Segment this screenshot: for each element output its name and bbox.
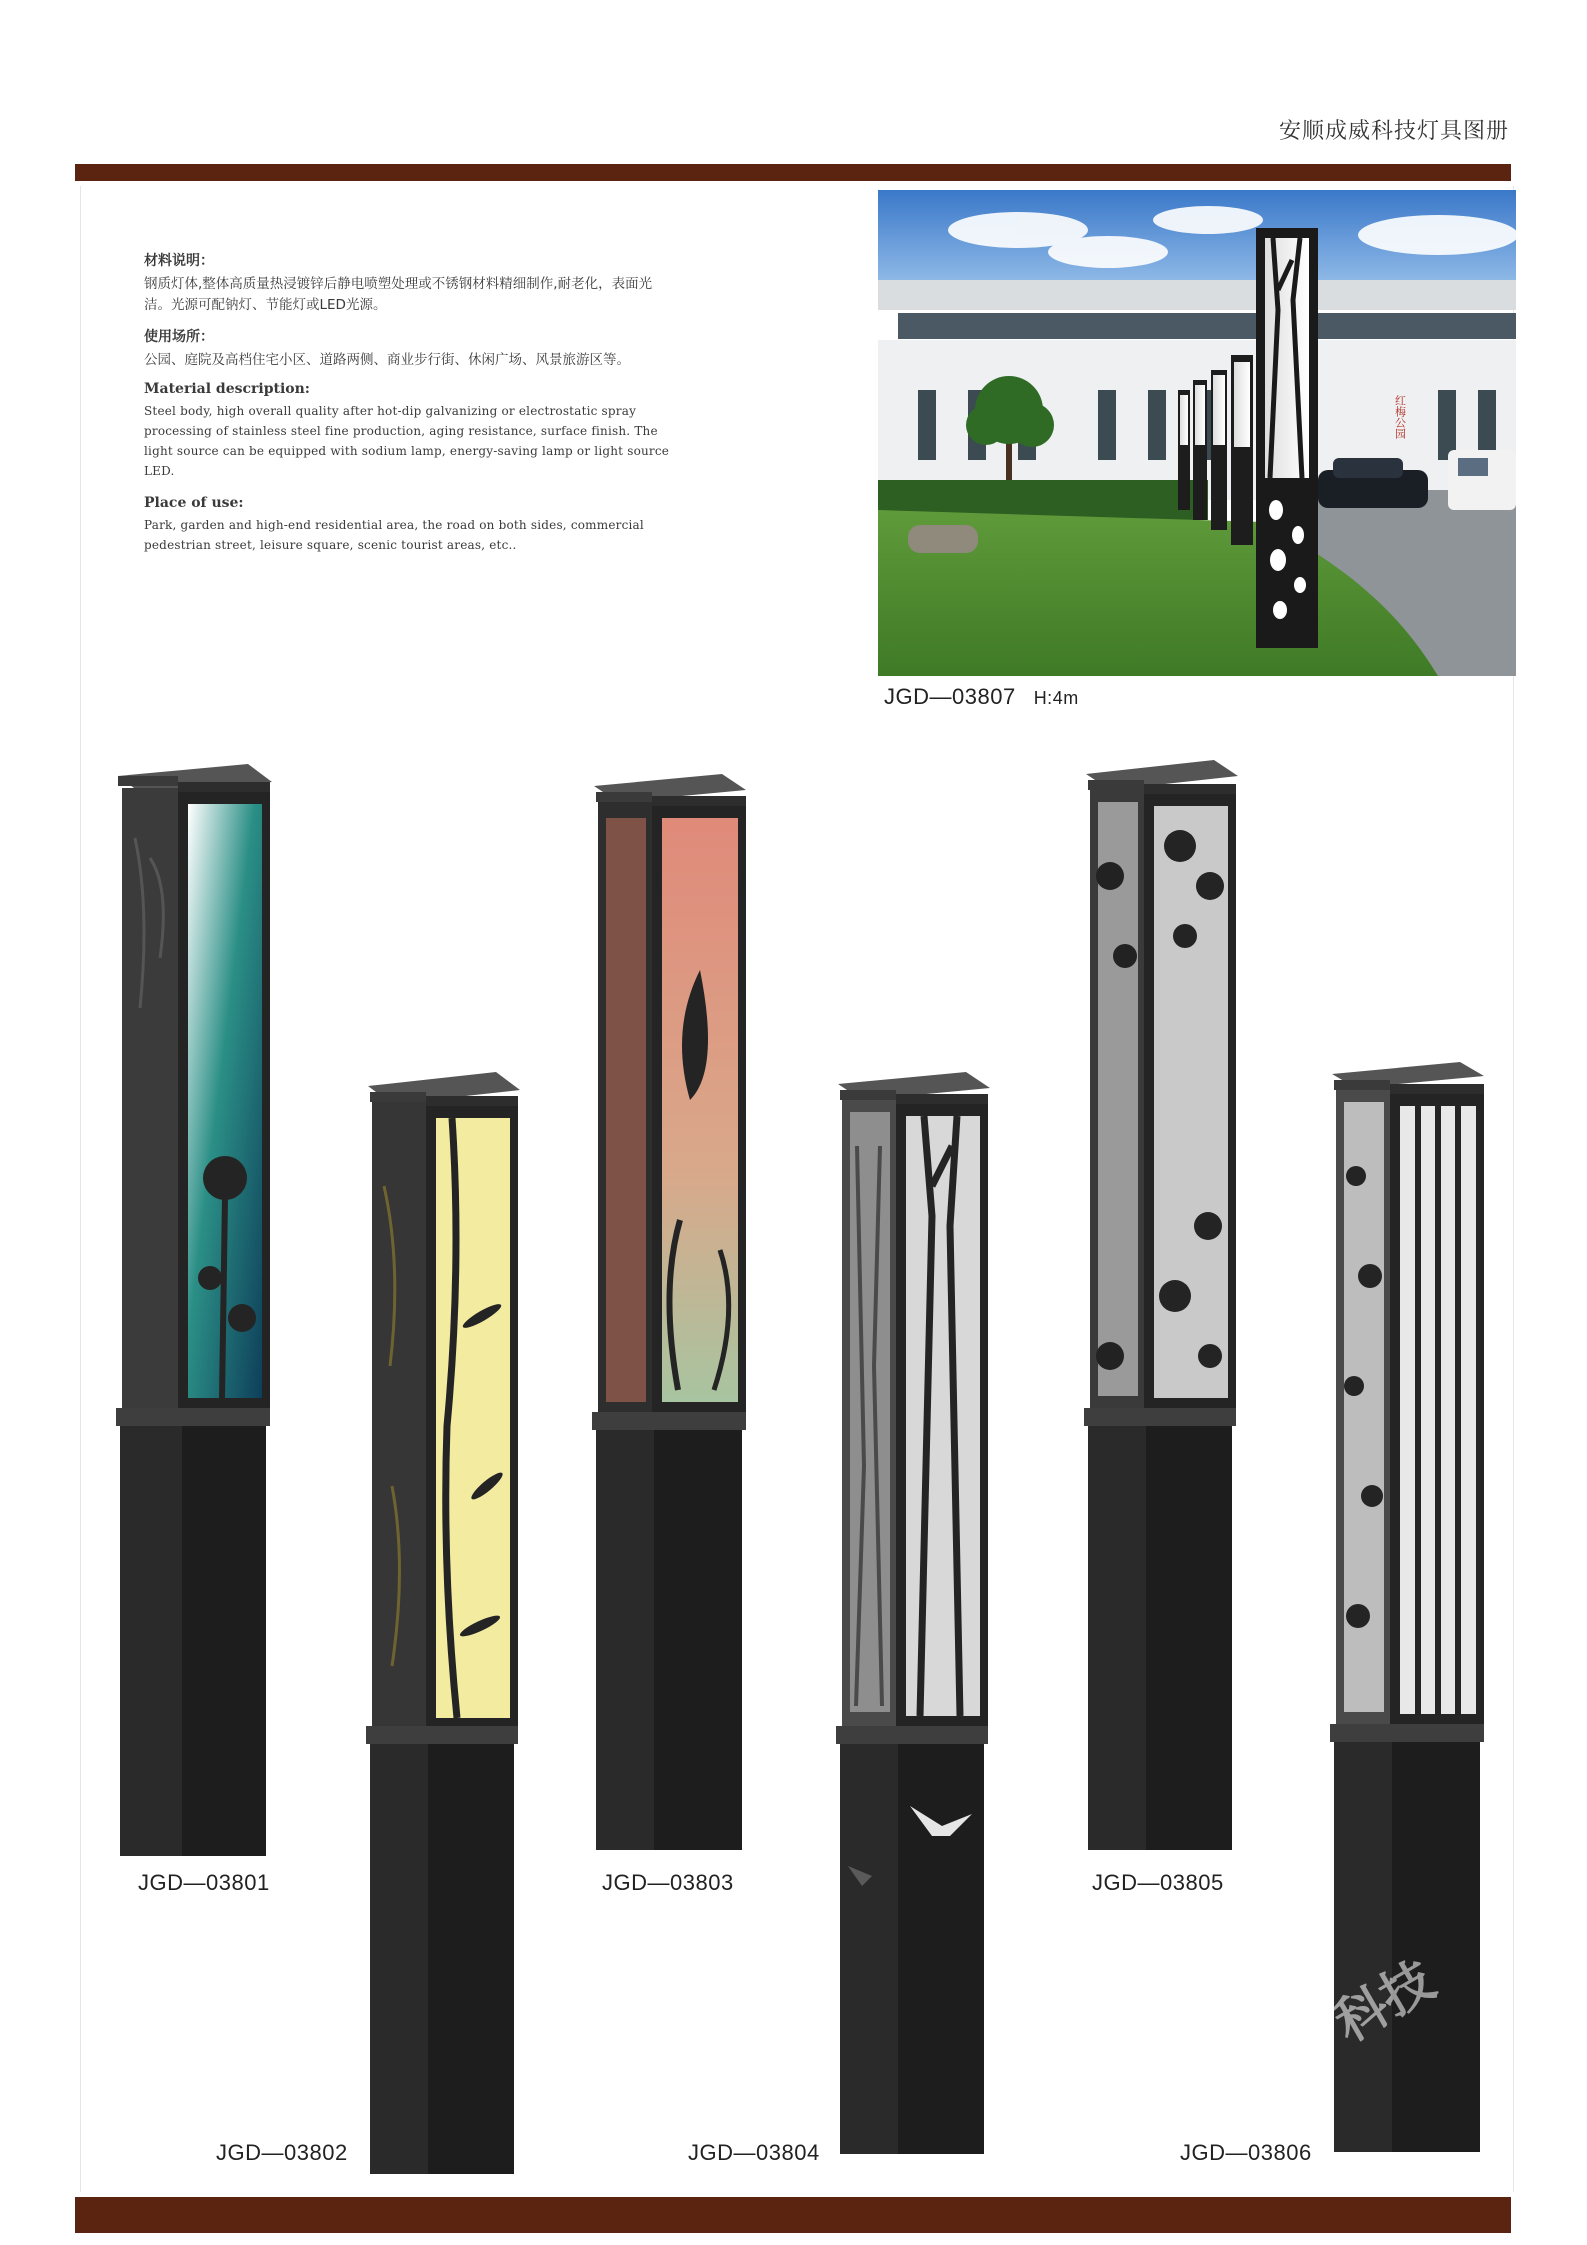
product-description [144,250,674,569]
en-material-text: Steel body, high overall quality after hot-dip galvanizing or electrostatic spray processing of stainless steel fine production, aging resistance, surface finish. The light source can be equipped with sodium lamp, energy-saving lamp or light source LED. [144,404,670,478]
police-van [1448,450,1516,510]
bottom-brown-band [75,2197,1511,2233]
installation-photo [878,190,1516,676]
en-material-heading: Material description: [144,381,310,397]
product-label: JGD—03805 [1092,1870,1224,1895]
cn-place-heading: 使用场所： [144,329,214,345]
lamp-jgd-03801 [110,758,280,1870]
cn-material-heading: 材料说明： [144,253,214,269]
product-label: JGD—03803 [602,1870,734,1895]
photo-model: JGD—03807 [884,684,1016,709]
cn-place-text: 公园、庭院及高档住宅小区、道路两侧、商业步行街、休闲广场、风景旅游区等。 [144,352,630,368]
lamp-jgd-03805 [1080,756,1244,1860]
lamp-jgd-03802 [362,1066,526,2182]
lamp-jgd-03804 [832,1066,996,2162]
product-label: JGD—03802 [216,2140,348,2165]
en-place-heading: Place of use: [144,495,244,511]
lamp-jgd-03803 [590,770,754,1860]
cn-material-text: 钢质灯体,整体高质量热浸镀锌后静电喷塑处理或不锈钢材料精细制作,耐老化，表面光洁。光源可配钠灯、节能灯或LED光源。 [144,276,653,313]
product-label: JGD—03806 [1180,2140,1312,2165]
building-sign: 红梅公园 [1393,395,1407,439]
building-roof [878,280,1516,310]
top-brown-band [75,164,1511,181]
catalog-title: 安顺成威科技灯具图册 [1278,119,1509,144]
product-label: JGD—03804 [688,2140,820,2165]
rock [908,525,978,553]
photo-height: H:4m [1033,688,1079,708]
building-window-band [898,313,1516,339]
product-label: JGD—03801 [138,1870,270,1895]
en-place-text: Park, garden and high-end residential area, the road on both sides, commercial pedestrian street, leisure square, scenic tourist areas, etc.. [144,518,644,552]
watermark-text: 科技 [1324,1950,1445,2055]
photo-caption [884,684,1079,710]
featured-lamp-post [1256,228,1318,648]
